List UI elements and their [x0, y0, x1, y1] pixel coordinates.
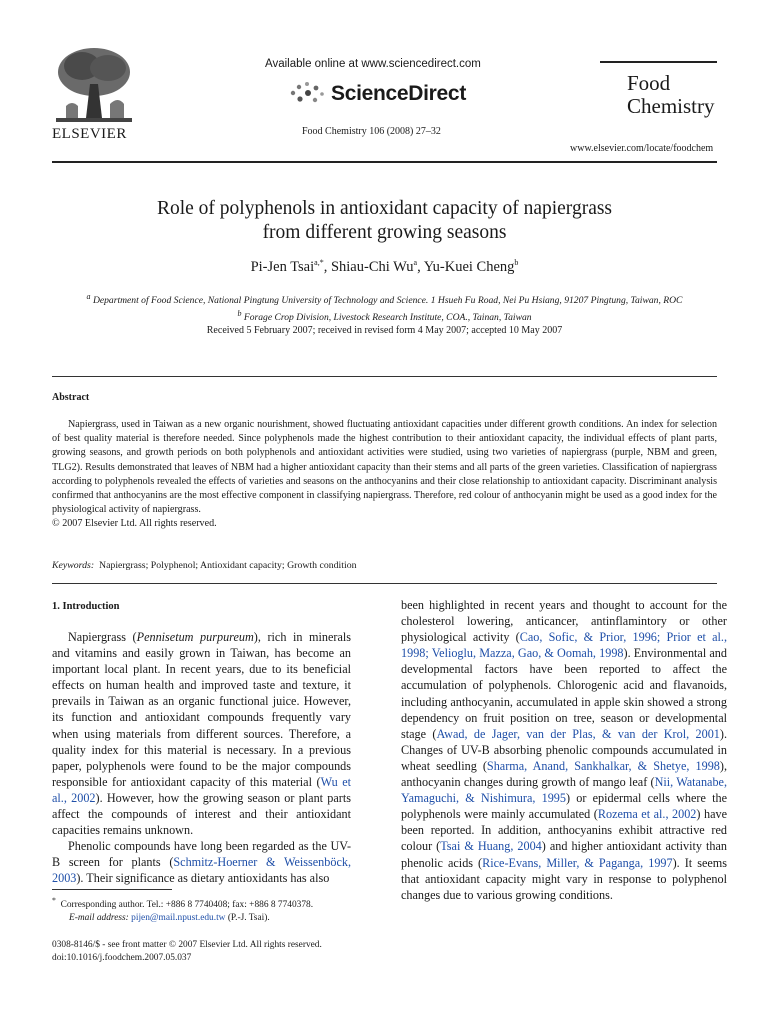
- abstract-heading: Abstract: [52, 392, 90, 403]
- citation-link[interactable]: Awad, de Jager, van der Plas, & van der Krol, 2001: [436, 726, 720, 741]
- abstract-body: [52, 418, 717, 532]
- intro-paragraph-1: Napiergrass (Pennisetum purpureum), rich in minerals and vitamins and easily grown in Taiwan, has become an important local plant. In recent years, due to its beneficial effects on human health and improved taste and texture, it prevails in Taiwan as an organic functional juice. However, its function and antioxidant compounds frequently vary when using materials from different sources. Therefore, a quality index for this material is necessary. In a previous paper, polyphenols were found to be the major compounds responsible for antioxidant capacity of this material (Wu et al., 2002). However, how the growing season or plant parts affect the compounds of interest and their antioxidant capacities remains unknown.: [52, 630, 352, 838]
- author-affiliation-mark: a: [413, 258, 418, 267]
- journal-citation: Food Chemistry 106 (2008) 27–32: [302, 126, 441, 137]
- sciencedirect-dots-icon: [287, 80, 327, 106]
- citation-link[interactable]: Schmitz-Hoerner & Weissenböck, 2003: [52, 855, 351, 886]
- sciencedirect-logo-text: ScienceDirect: [331, 82, 467, 105]
- email-label: E-mail address:: [69, 912, 129, 923]
- citation-link[interactable]: Rice-Evans, Miller, & Paganga, 1997: [482, 855, 673, 870]
- abstract-top-rule: [52, 376, 717, 377]
- left-column: [52, 629, 351, 887]
- elsevier-tree-logo: [52, 44, 136, 128]
- citation-link[interactable]: Wu et al., 2002: [52, 774, 351, 805]
- author-name[interactable]: Pi-Jen Tsai: [250, 258, 315, 275]
- affiliation-a: $^a$ Department of Food Science, National Pingtung University of Technology and Science. 1 Hsueh Fu Road, Nei Pu Hsiang, 91207 Pingtung, Taiwan, ROC: [86, 292, 683, 307]
- footnote-star: *: [52, 896, 56, 905]
- keywords-label: Keywords:: [52, 560, 95, 571]
- journal-title-line2: Chemistry: [627, 94, 715, 118]
- affiliations: [52, 291, 717, 324]
- author-name[interactable]: Shiau-Chi Wu: [330, 258, 414, 275]
- intro-paragraph-2-continued: been highlighted in recent years and thought to account for the cholesterol lowering, anticancer, antinflamintory or other physiological activity (Cao, Sofic, & Prior, 1996; Prior et al., 1998; Velioglu, Mazza, Gao, & Oomah, 1998). Environmental and developmental factors have been reported to affect the accumulation of polyphenols. Chlorogenic acid and flavanoids, including anthocyanin, accumulated in apple skin showed a strong dependency on fruit position on tree, season or developmental stage (Awad, de Jager, van der Plas, & van der Krol, 2001). Changes of UV-B absorbing phenolic compounds accumulated in wheat seedling (Sharma, Anand, Sankhalkar, & Shetye, 1998), anthocyanin changes during growth of mango leaf (Nii, Watanabe, Yamaguchi, & Nishimura, 1995) or epidermal cells where the polyphenols were mainly accumulated (Rozema et al., 2002) have been reported. In addition, anthocyanins exhibit attractive red colour (Tsai & Huang, 2004) and higher antioxidant activity than phenolic acids (Rice-Evans, Miller, & Paganga, 1997). It seems that antioxidant capacity might vary in response to polyphenol changes due to various growing conditions.: [401, 598, 727, 902]
- author-affiliation-mark: b: [514, 258, 519, 267]
- author-list: Pi-Jen Tsai$^{a,*}$, Shiau-Chi Wu$^a$, Yu-Kuei Cheng$^b$: [250, 258, 519, 275]
- author-name[interactable]: Yu-Kuei Cheng: [423, 258, 515, 275]
- header-divider: [52, 161, 717, 163]
- article-title-line2: from different growing seasons: [262, 222, 507, 243]
- front-matter-info: [52, 939, 322, 965]
- keywords-line: [52, 560, 357, 571]
- email-suffix: (P.-J. Tsai).: [227, 912, 270, 923]
- journal-title: [600, 72, 717, 118]
- received-dates: Received 5 February 2007; received in revised form 4 May 2007; accepted 10 May 2007: [206, 325, 563, 336]
- author-affiliation-mark: a,*: [314, 258, 324, 267]
- corresponding-author-footnote: [52, 895, 372, 924]
- author-email-link[interactable]: pijen@mail.npust.edu.tw: [131, 912, 226, 923]
- abstract-bottom-rule: [52, 583, 717, 584]
- publisher-name: ELSEVIER: [52, 126, 127, 142]
- intro-paragraph-2: Phenolic compounds have long been regarded as the UV-B screen for plants (Schmitz-Hoerner & Weissenböck, 2003). Their significance as dietary antioxidants has also: [52, 839, 351, 886]
- article-title-line1: Role of polyphenols in antioxidant capacity of napiergrass: [156, 198, 613, 219]
- article-title: [52, 197, 717, 245]
- keywords-text: Napiergrass; Polyphenol; Antioxidant capacity; Growth condition: [99, 560, 357, 571]
- journal-title-line1: Food: [627, 71, 671, 95]
- species-name: Pennisetum purpureum: [136, 630, 254, 644]
- right-column: [401, 597, 727, 903]
- affiliation-b: $^b$ Forage Crop Division, Livestock Research Institute, COA., Tainan, Taiwan: [237, 308, 532, 323]
- footnote-contact: Corresponding author. Tel.: +886 8 7740408; fax: +886 8 7740378.: [60, 900, 314, 911]
- citation-link[interactable]: Tsai & Huang, 2004: [440, 839, 542, 854]
- abstract-paragraph: Napiergrass, used in Taiwan as a new organic nourishment, showed fluctuating antioxidant capacities under different growth conditions. An index for selection of best quality material is therefore needed. Since polyphenols made the highest contribution to their antioxidant capacity, the individual effects of plant parts, growing seasons, and growth periods on both polyphenols and antioxidant activities were studied, using two varieties of napiergrass (purple, NBM and green, TLG2). Results demonstrated that leaves of NBM had a higher antioxidant capacity than their stems and all parts of the green varieties. Classification of napiergrass according to polyphenols revealed the effects of varieties and seasons on the anthocyanins and their close relationship to antioxidant capacity. Discriminant analysis confirmed that anthocyanins are the most effective component in classifying napiergrass. Therefore, red colour of anthocyanin might be used as a good index for the physiological activity of napiergrass.: [52, 419, 717, 516]
- citation-link[interactable]: Nii, Watanabe, Yamaguchi, & Nishimura, 1995: [401, 775, 727, 806]
- section-heading-introduction: 1. Introduction: [52, 601, 120, 612]
- journal-url-link[interactable]: www.elsevier.com/locate/foodchem: [570, 143, 714, 154]
- citation-link[interactable]: Rozema et al., 2002: [597, 807, 697, 822]
- abstract-copyright: © 2007 Elsevier Ltd. All rights reserved.: [52, 518, 217, 530]
- citation-link[interactable]: Sharma, Anand, Sankhalkar, & Shetye, 1998: [486, 758, 720, 773]
- issn-line: 0308-8146/$ - see front matter © 2007 Elsevier Ltd. All rights reserved.: [52, 940, 322, 950]
- citation-link[interactable]: Cao, Sofic, & Prior, 1996; Prior et al., 1998; Velioglu, Mazza, Gao, & Oomah, 1998: [401, 630, 727, 661]
- footnote-rule: [52, 889, 172, 890]
- available-online-text[interactable]: Available online at www.sciencedirect.com: [265, 58, 481, 70]
- journal-title-box: [600, 61, 717, 118]
- doi-line[interactable]: doi:10.1016/j.foodchem.2007.05.037: [52, 953, 192, 963]
- journal-title-rule: [600, 61, 717, 63]
